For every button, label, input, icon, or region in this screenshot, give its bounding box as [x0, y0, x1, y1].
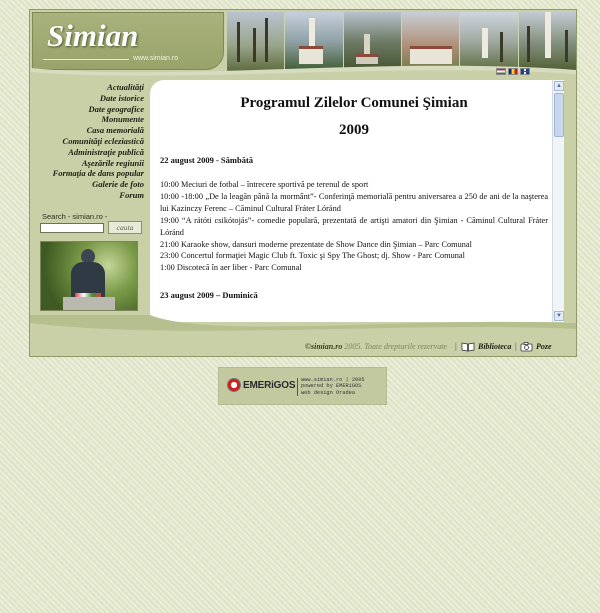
credit-line: powered by EMERiGOS — [301, 383, 362, 390]
content-scroll-area[interactable] — [160, 84, 548, 320]
camera-icon[interactable] — [520, 341, 533, 352]
scroll-up-arrow-icon[interactable]: ▲ — [554, 81, 564, 91]
nav-item-monumente[interactable]: Monumente — [101, 114, 144, 125]
event-item: 10:00 -18:00 „De la leagăn până la mormânt”- Conferinţă memorială pentru aniversarea a 250 de ani de la naşterea lui Kazinczy Ferenc – Căminul Cultural Fráter Lóránd — [160, 191, 548, 213]
event-item: 19:00 “A rátóti csikótojás”- comedie populară, prezentată de artişti amatori din Şimian - Căminul Cultural Fráter Lóránd — [160, 215, 548, 237]
page-year: 2009 — [339, 122, 369, 138]
nav-item-date-geografice[interactable]: Date geografice — [88, 103, 144, 114]
logo-text: Simian — [47, 18, 139, 53]
nav-item-forum[interactable]: Forum — [119, 189, 144, 200]
search-label: Search - simian.ro - — [42, 212, 108, 221]
site-footer — [30, 340, 576, 356]
credit-text — [301, 377, 365, 396]
statue-pedestal — [63, 297, 115, 311]
book-icon[interactable] — [461, 342, 475, 352]
emerigos-name: EMERiGOS — [243, 379, 296, 391]
designer-credit-badge[interactable] — [218, 367, 387, 405]
site-frame — [29, 9, 577, 357]
nav-item-asezarile-regiunii[interactable]: Aşezările regiunii — [81, 157, 144, 168]
english-flag-icon[interactable] — [520, 68, 530, 75]
nav-item-comunitati-ecleziastica[interactable]: Comunităţi ecleziastică — [62, 135, 144, 146]
sidebar — [30, 80, 146, 320]
event-item: 10:00 Meciuri de fotbal – întrecere sportivă pe terenul de sport — [160, 180, 369, 189]
footer-separator: | — [515, 341, 517, 351]
page-title: Programul Zilelor Comunei Şimian — [240, 95, 468, 111]
event-item: 1:00 Discotecă în aer liber - Parc Comunal — [160, 263, 302, 273]
credit-line: www.simian.ro | 2005 — [301, 377, 365, 383]
scroll-down-arrow-icon[interactable]: ▼ — [554, 311, 564, 321]
romanian-flag-icon[interactable] — [508, 68, 518, 75]
emerigos-mark-icon — [227, 378, 241, 392]
language-selector — [496, 68, 530, 75]
hungarian-flag-icon[interactable] — [496, 68, 506, 75]
nav-item-galerie-de-foto[interactable]: Galerie de foto — [92, 179, 144, 190]
nav-item-casa-memoriala[interactable]: Casa memorială — [86, 125, 144, 136]
statue-photo[interactable] — [40, 241, 138, 311]
logo-url: www.simian.ro — [133, 55, 179, 62]
site-header — [30, 10, 576, 72]
footer-wave-decoration — [30, 315, 576, 341]
day-heading: 23 august 2009 – Duminică — [160, 290, 258, 301]
biblioteca-link[interactable]: Biblioteca — [478, 342, 512, 351]
search-input[interactable] — [40, 223, 104, 233]
content-scrollbar[interactable] — [552, 80, 564, 322]
emerigos-logo — [227, 378, 295, 392]
event-item: 21:00 Karaoke show, dansuri moderne prezentate de Show Dance din Şimian – Parc Comunal — [160, 239, 472, 249]
credit-divider — [297, 378, 298, 396]
event-item: 23:00 Concertul formaţiei Magic Club ft. Toxic şi Spy The Ghost; dj. Show - Parc Comunal — [160, 251, 465, 261]
nav-item-formatia-de-dans[interactable]: Formaţia de dans popular — [52, 168, 144, 179]
credit-line: web design Oradea — [301, 389, 356, 396]
copyright-rest: 2005. Toate drepturile rezervate — [342, 342, 447, 351]
search-button[interactable]: cauta — [108, 221, 142, 234]
copyright-site: ©simian.ro — [305, 342, 343, 351]
nav-item-actualitati[interactable]: Actualități — [107, 82, 144, 92]
poze-link[interactable]: Poze — [536, 342, 552, 351]
main-content — [150, 80, 564, 322]
copyright-text — [305, 342, 447, 351]
day-heading: 22 august 2009 - Sâmbătă — [160, 155, 254, 165]
footer-separator: | — [455, 341, 457, 351]
nav-item-date-istorice[interactable]: Date istorice — [99, 92, 144, 103]
nav-item-administratie-publica[interactable]: Administraţie publică — [68, 146, 144, 157]
scrollbar-thumb[interactable] — [554, 93, 564, 137]
main-navigation — [53, 82, 144, 201]
